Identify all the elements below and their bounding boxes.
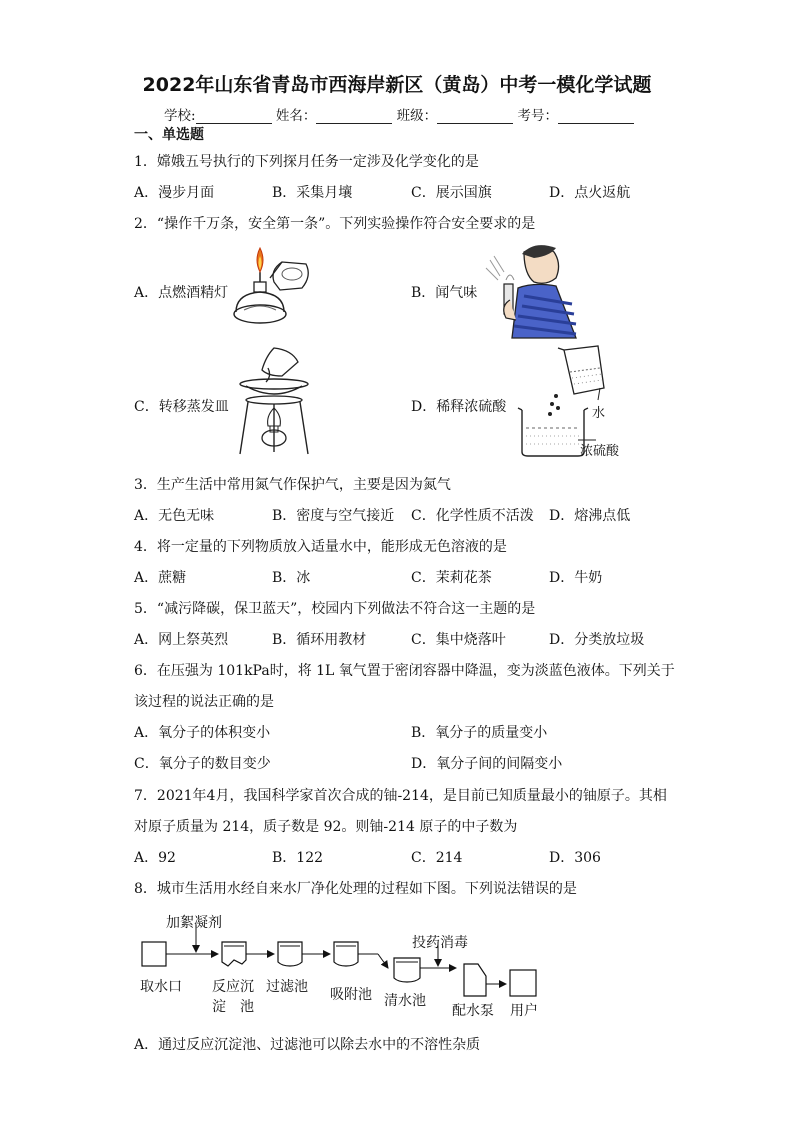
number-blank[interactable]	[558, 109, 634, 124]
q2-option-c[interactable]: C．转移蒸发皿	[134, 399, 229, 415]
q4-option-d[interactable]: D．牛奶	[549, 570, 603, 586]
q3-option-a[interactable]: A．无色无味	[134, 508, 215, 524]
q4-option-b[interactable]: B．冰	[272, 570, 311, 586]
class-label: 班级：	[396, 108, 438, 124]
flow-disinfect-label: 投药消毒	[412, 935, 468, 951]
student-info-row	[164, 104, 634, 124]
q3-option-c[interactable]: C．化学性质不活泼	[411, 508, 534, 524]
section-heading: 一、单选题	[134, 127, 204, 143]
name-blank[interactable]	[316, 109, 392, 124]
q4-option-c[interactable]: C．茉莉花茶	[411, 570, 492, 586]
flow-clear-label: 清水池	[384, 993, 426, 1009]
q6-option-b[interactable]: B．氧分子的质量变小	[411, 725, 548, 741]
q4-stem: 4．将一定量的下列物质放入适量水中，能形成无色溶液的是	[134, 539, 507, 555]
q5-option-a[interactable]: A．网上祭英烈	[134, 632, 229, 648]
pump-box	[464, 964, 486, 996]
q6-stem-line2: 该过程的说法正确的是	[134, 694, 274, 710]
q1-option-b[interactable]: B．采集月壤	[272, 185, 353, 201]
q2-option-a[interactable]: A．点燃酒精灯	[134, 285, 229, 301]
smell-gas-figure	[484, 240, 580, 340]
q7-option-d[interactable]: D．306	[549, 850, 601, 866]
class-blank[interactable]	[437, 109, 513, 124]
q6-option-d[interactable]: D．氧分子间的间隔变小	[411, 756, 563, 772]
q6-stem-line1: 6．在压强为 101kPa时，将 1L 氧气置于密闭容器中降温，变为淡蓝色液体。下列关于	[134, 663, 675, 679]
flow-pump-label: 配水泵	[452, 1003, 494, 1019]
q1-option-d[interactable]: D．点火返航	[549, 185, 631, 201]
user-box	[510, 970, 536, 996]
q5-option-c[interactable]: C．集中烧落叶	[411, 632, 506, 648]
school-blank[interactable]	[196, 109, 272, 124]
q7-option-c[interactable]: C．214	[411, 850, 463, 866]
q5-stem: 5．“减污降碳，保卫蓝天”，校园内下列做法不符合这一主题的是	[134, 601, 536, 617]
flow-coagulant-label: 加絮凝剂	[166, 915, 222, 931]
q2-stem: 2．“操作千万条，安全第一条”。下列实验操作符合安全要求的是	[134, 216, 536, 232]
q7-stem-line1: 7．2021年4月，我国科学家首次合成的铀-214，是目前已知质量最小的铀原子。其相	[134, 788, 667, 804]
q1-stem: 1．嫦娥五号执行的下列探月任务一定涉及化学变化的是	[134, 154, 479, 170]
flow-adsorb-label: 吸附池	[330, 987, 372, 1003]
q8-option-a[interactable]: A．通过反应沉淀池、过滤池可以除去水中的不溶性杂质	[134, 1037, 481, 1053]
flow-user-label: 用户	[510, 1003, 538, 1019]
q3-stem: 3．生产生活中常用氮气作保护气，主要是因为氮气	[134, 477, 451, 493]
q8-stem: 8．城市生活用水经自来水厂净化处理的过程如下图。下列说法错误的是	[134, 881, 577, 897]
school-label: 学校:	[164, 108, 196, 124]
q2-option-d[interactable]: D．稀释浓硫酸	[411, 399, 507, 415]
q4-option-a[interactable]: A．蔗糖	[134, 570, 187, 586]
number-label: 考号：	[517, 108, 558, 124]
alcohol-lamp-figure	[230, 244, 314, 334]
flow-filter-label: 过滤池	[266, 979, 308, 995]
q5-option-b[interactable]: B．循环用教材	[272, 632, 367, 648]
flow-react-label-1: 反应沉	[212, 979, 254, 995]
q7-stem-line2: 对原子质量为 214，质子数是 92。则铀-214 原子的中子数为	[134, 819, 518, 835]
page-title: 2022年山东省青岛市西海岸新区（黄岛）中考一模化学试题	[142, 74, 652, 96]
water-label: 水	[592, 406, 606, 421]
acid-label: 浓硫酸	[580, 444, 620, 459]
intake-box	[142, 942, 166, 966]
name-label: 姓名：	[275, 108, 317, 124]
q1-option-a[interactable]: A．漫步月面	[134, 185, 215, 201]
q6-option-a[interactable]: A．氧分子的体积变小	[134, 725, 271, 741]
q1-option-c[interactable]: C．展示国旗	[411, 185, 492, 201]
q5-option-d[interactable]: D．分类放垃圾	[549, 632, 645, 648]
q3-option-d[interactable]: D．熔沸点低	[549, 508, 631, 524]
evaporating-dish-figure	[232, 346, 316, 458]
q7-option-a[interactable]: A．92	[134, 850, 176, 866]
q3-option-b[interactable]: B．密度与空气接近	[272, 508, 395, 524]
q2-option-b[interactable]: B．闻气味	[411, 285, 478, 301]
q6-option-c[interactable]: C．氧分子的数目变少	[134, 756, 271, 772]
q7-option-b[interactable]: B．122	[272, 850, 324, 866]
flow-react-label-2: 淀 池	[212, 999, 254, 1015]
flow-intake-label: 取水口	[140, 979, 182, 995]
